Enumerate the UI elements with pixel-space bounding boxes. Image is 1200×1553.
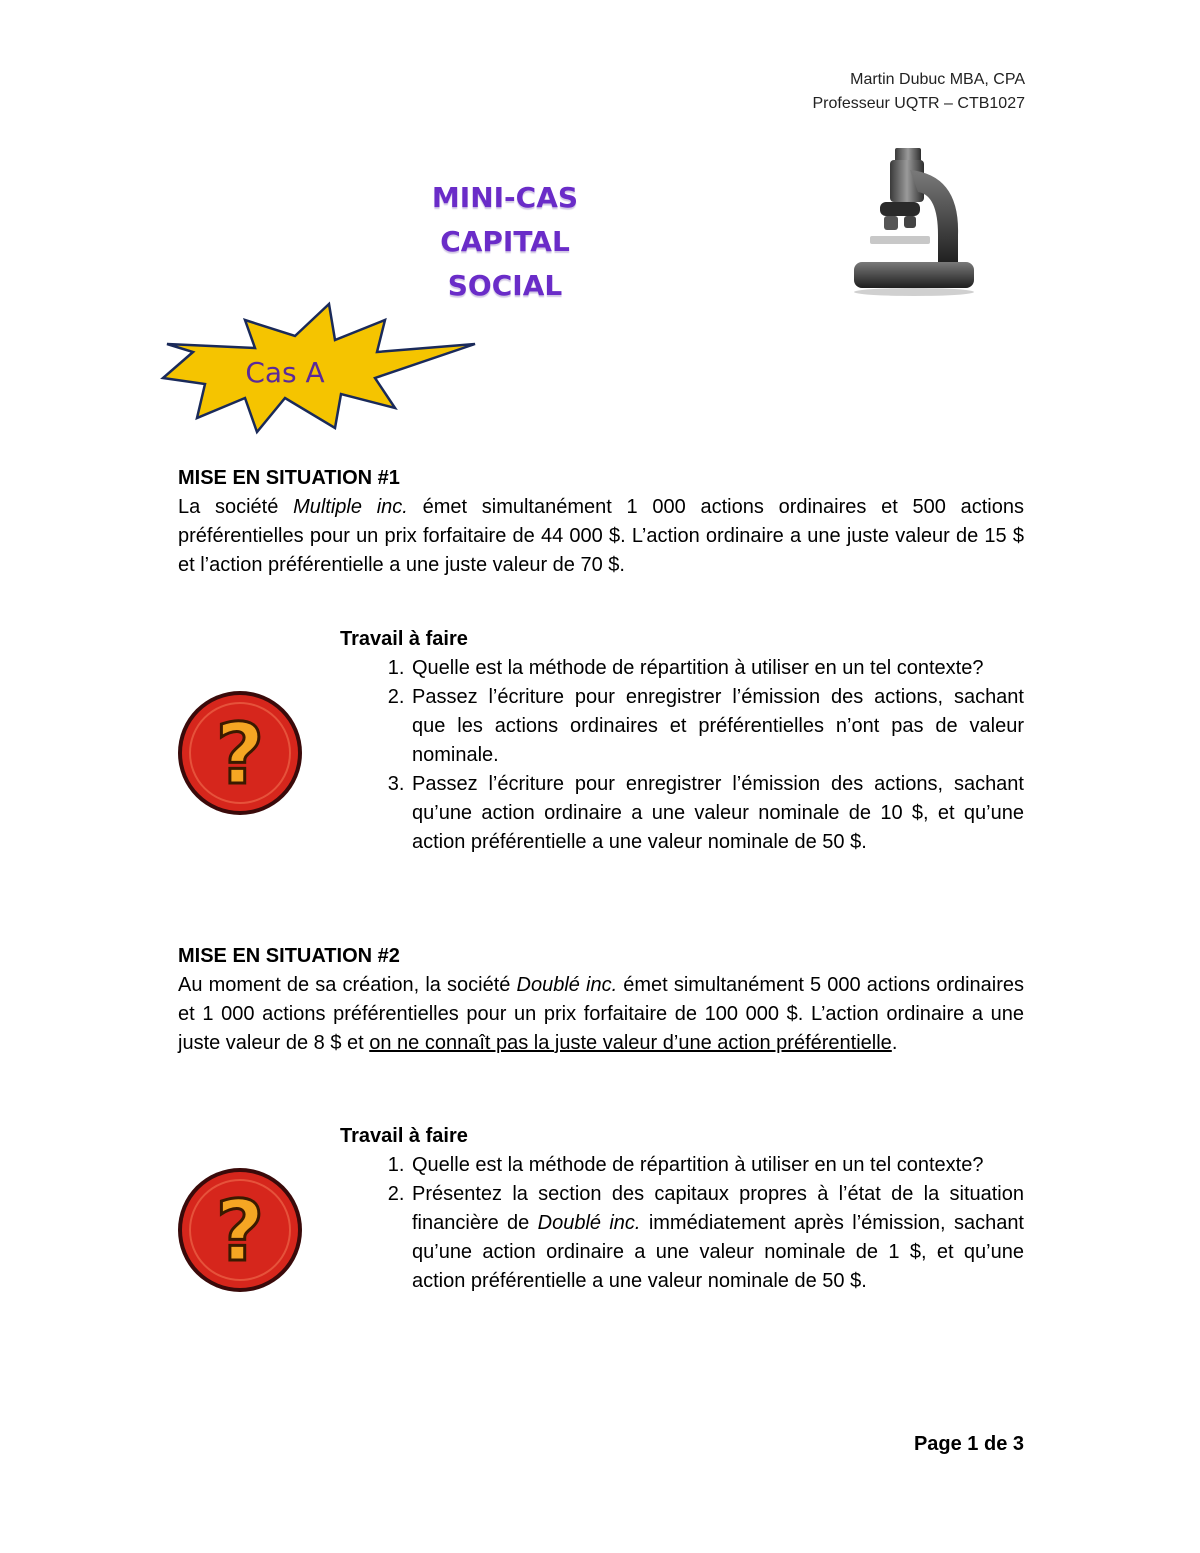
author-title: Professeur UQTR – CTB1027 bbox=[812, 95, 1025, 112]
task-item: 1. Quelle est la méthode de répartition à utiliser en un tel contexte? bbox=[410, 1151, 1024, 1180]
svg-text:?: ? bbox=[215, 705, 265, 803]
situation-2 bbox=[178, 942, 1024, 1058]
task-text: Présentez la section des capitaux propres à l’état de la situation financière de bbox=[412, 1183, 1024, 1234]
situation-2-text-cont: émet simultanément 5 000 actions ordinaires et 1 000 actions préférentielles pour un prix forfaitaire de 100 000 $. L’action ordinaire a une juste valeur de 8 $ et bbox=[178, 974, 1025, 1054]
task-title-1: Travail à faire bbox=[340, 628, 468, 650]
question-mark-icon bbox=[175, 688, 305, 818]
title-line-1: MINI-CAS bbox=[431, 181, 579, 214]
task-list-2 bbox=[340, 1122, 1024, 1296]
situation-1-text: La société bbox=[178, 496, 294, 518]
title-line-2: CAPITAL SOCIAL bbox=[440, 225, 570, 302]
task-text-cont: immédiatement après l’émission, sachant qu’une action ordinaire a une valeur nominale de 1 $, et qu’une action préférentielle a une valeur nominale de 50 $. bbox=[412, 1212, 1024, 1292]
situation-1-paragraph bbox=[178, 493, 1024, 580]
page-title bbox=[385, 176, 625, 308]
task-list-1 bbox=[340, 625, 1024, 857]
situation-2-heading: MISE EN SITUATION #2 bbox=[178, 945, 400, 967]
task-item: 3. Passez l’écriture pour enregistrer l’émission des actions, sachant qu’une action ordinaire a une valeur nominale de 10 $, et qu’une action préférentielle a une valeur nominale de 50 $. bbox=[410, 770, 1024, 857]
task-items-1 bbox=[340, 654, 1024, 857]
situation-1-heading: MISE EN SITUATION #1 bbox=[178, 467, 400, 489]
author-name: Martin Dubuc MBA, CPA bbox=[850, 71, 1025, 88]
situation-1 bbox=[178, 464, 1024, 580]
situation-2-paragraph bbox=[178, 971, 1024, 1058]
case-badge-label: Cas A bbox=[245, 356, 325, 389]
svg-text:?: ? bbox=[215, 1182, 265, 1280]
company-name: Multiple inc. bbox=[293, 496, 408, 518]
microscope-icon bbox=[840, 140, 980, 300]
task-items-2 bbox=[340, 1151, 1024, 1296]
page-number: Page 1 de 3 bbox=[913, 1433, 1024, 1455]
situation-2-text: Au moment de sa création, la société bbox=[178, 974, 517, 996]
company-name: Doublé inc. bbox=[537, 1212, 641, 1234]
document-header bbox=[812, 68, 1025, 116]
question-mark-icon bbox=[175, 1165, 305, 1295]
task-title-2: Travail à faire bbox=[340, 1125, 468, 1147]
company-name: Doublé inc. bbox=[516, 974, 618, 996]
task-item: 2. Passez l’écriture pour enregistrer l’émission des actions, sachant que les actions ordinaires et préférentielles n’ont pas de valeur nominale. bbox=[410, 683, 1024, 770]
situation-1-text-cont: émet simultanément 1 000 actions ordinaires et 500 actions préférentielles pour un prix forfaitaire de 44 000 $. L’action ordinaire a une juste valeur de 15 $ et l’action préférentielle a une juste valeur de 70 $. bbox=[178, 496, 1024, 576]
task-item bbox=[410, 1180, 1024, 1296]
case-badge bbox=[145, 300, 485, 435]
situation-2-text-end: . bbox=[891, 1032, 898, 1054]
underlined-note: on ne connaît pas la juste valeur d’une action préférentielle bbox=[369, 1032, 892, 1054]
task-item: 1. Quelle est la méthode de répartition à utiliser en un tel contexte? bbox=[410, 654, 1024, 683]
